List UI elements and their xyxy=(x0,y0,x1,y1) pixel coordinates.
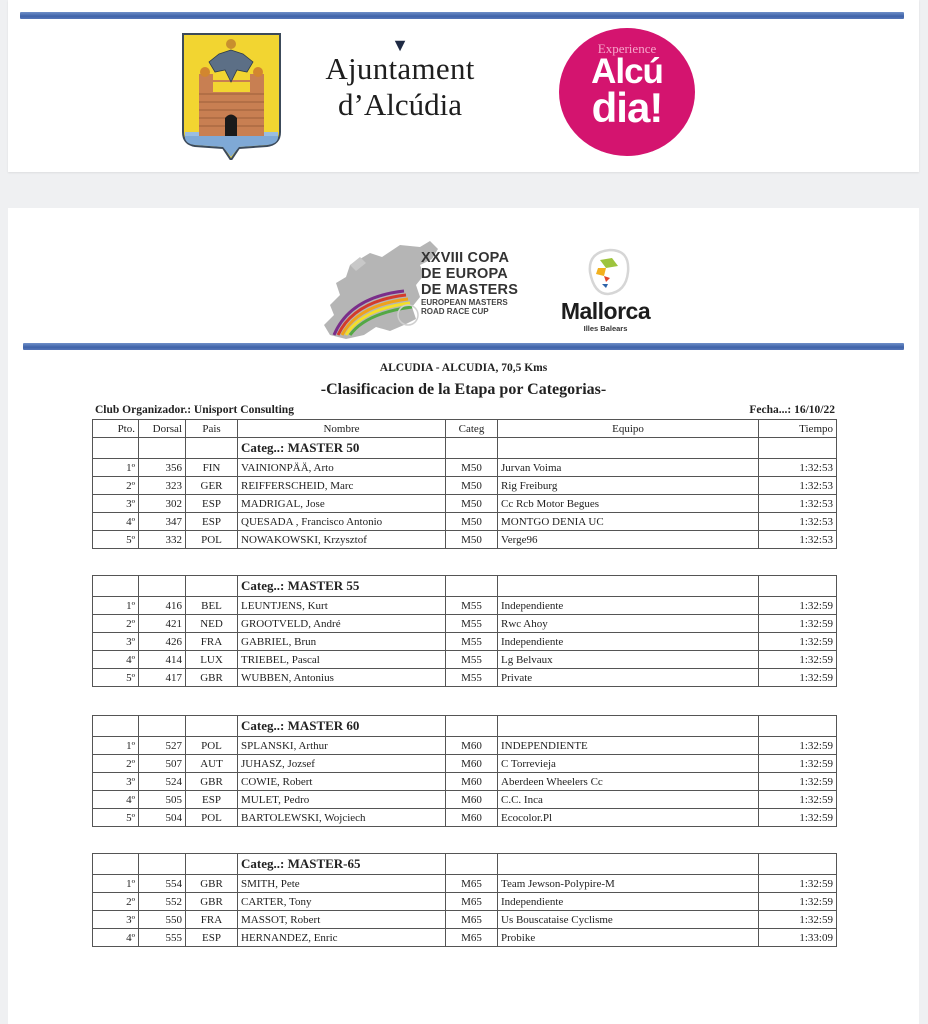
experience-line2: dia! xyxy=(591,84,663,131)
category-cell: M65 xyxy=(446,911,498,929)
column-header-time: Tiempo xyxy=(759,420,837,438)
name-cell: LEUNTJENS, Kurt xyxy=(238,597,446,615)
category-cell: M65 xyxy=(446,893,498,911)
category-cell: M50 xyxy=(446,477,498,495)
country-cell: NED xyxy=(186,615,238,633)
name-cell: MADRIGAL, Jose xyxy=(238,495,446,513)
position-cell: 5º xyxy=(93,669,139,687)
table-row xyxy=(93,893,837,911)
route-heading: ALCUDIA - ALCUDIA, 70,5 Kms xyxy=(379,362,548,374)
country-cell: POL xyxy=(186,809,238,827)
empty-cell xyxy=(186,716,238,737)
table-row xyxy=(93,651,837,669)
bib-cell: 550 xyxy=(139,911,186,929)
table-row xyxy=(93,615,837,633)
time-cell: 1:32:53 xyxy=(759,459,837,477)
team-cell: C Torrevieja xyxy=(498,755,759,773)
table-row xyxy=(93,633,837,651)
category-label: Categ..: MASTER 55 xyxy=(238,576,446,597)
country-cell: BEL xyxy=(186,597,238,615)
country-cell: POL xyxy=(186,737,238,755)
time-cell: 1:32:59 xyxy=(759,809,837,827)
bib-cell: 302 xyxy=(139,495,186,513)
mallorca-wordmark: Mallorca xyxy=(560,298,651,324)
empty-cell xyxy=(139,716,186,737)
bib-cell: 417 xyxy=(139,669,186,687)
bib-cell: 507 xyxy=(139,755,186,773)
category-cell: M50 xyxy=(446,531,498,549)
empty-cell xyxy=(759,576,837,597)
table-row xyxy=(93,875,837,893)
bib-cell: 555 xyxy=(139,929,186,947)
empty-cell xyxy=(446,438,498,459)
position-cell: 4º xyxy=(93,513,139,531)
experience-line1: Alcú xyxy=(591,52,663,91)
bib-cell: 524 xyxy=(139,773,186,791)
name-cell: VAINIONPÄÄ, Arto xyxy=(238,459,446,477)
name-cell: NOWAKOWSKI, Krzysztof xyxy=(238,531,446,549)
time-cell: 1:32:53 xyxy=(759,495,837,513)
coat-of-arms-logo xyxy=(181,32,282,160)
name-cell: CARTER, Tony xyxy=(238,893,446,911)
header-divider-bar xyxy=(20,12,904,19)
column-header-name: Nombre xyxy=(238,420,446,438)
position-cell: 5º xyxy=(93,809,139,827)
time-cell: 1:33:09 xyxy=(759,929,837,947)
table-header-row xyxy=(93,420,837,438)
team-cell: Probike xyxy=(498,929,759,947)
category-cell: M55 xyxy=(446,651,498,669)
bib-cell: 332 xyxy=(139,531,186,549)
position-cell: 4º xyxy=(93,651,139,669)
club-organizer: Club Organizador.: Unisport Consulting xyxy=(95,404,294,416)
country-cell: GBR xyxy=(186,893,238,911)
time-cell: 1:32:53 xyxy=(759,531,837,549)
time-cell: 1:32:53 xyxy=(759,513,837,531)
name-cell: JUHASZ, Jozsef xyxy=(238,755,446,773)
bib-cell: 554 xyxy=(139,875,186,893)
empty-cell xyxy=(446,716,498,737)
name-cell: WUBBEN, Antonius xyxy=(238,669,446,687)
time-cell: 1:32:59 xyxy=(759,669,837,687)
document-panel xyxy=(8,208,919,1024)
experience-alcudia-logo xyxy=(559,28,695,156)
team-cell: MONTGO DENIA UC xyxy=(498,513,759,531)
category-label: Categ..: MASTER 50 xyxy=(238,438,446,459)
ajuntament-mark-icon: ▼ xyxy=(391,35,409,55)
table-row xyxy=(93,459,837,477)
team-cell: Aberdeen Wheelers Cc xyxy=(498,773,759,791)
team-cell: Rwc Ahoy xyxy=(498,615,759,633)
empty-cell xyxy=(93,576,139,597)
time-cell: 1:32:59 xyxy=(759,791,837,809)
empty-cell xyxy=(93,854,139,875)
category-cell: M50 xyxy=(446,513,498,531)
category-cell: M50 xyxy=(446,495,498,513)
country-cell: POL xyxy=(186,531,238,549)
time-cell: 1:32:59 xyxy=(759,875,837,893)
mallorca-logo xyxy=(548,246,663,334)
copa-line4: EUROPEAN MASTERS xyxy=(421,298,508,307)
team-cell: Independiente xyxy=(498,597,759,615)
country-cell: GBR xyxy=(186,875,238,893)
copa-line1: XXVIII COPA xyxy=(421,250,510,266)
column-header-bib: Dorsal xyxy=(139,420,186,438)
category-cell: M55 xyxy=(446,597,498,615)
position-cell: 2º xyxy=(93,615,139,633)
category-cell: M65 xyxy=(446,929,498,947)
country-cell: ESP xyxy=(186,513,238,531)
team-cell: Verge96 xyxy=(498,531,759,549)
time-cell: 1:32:59 xyxy=(759,773,837,791)
name-cell: MULET, Pedro xyxy=(238,791,446,809)
team-cell: Independiente xyxy=(498,633,759,651)
category-row xyxy=(93,716,837,737)
position-cell: 2º xyxy=(93,755,139,773)
table-row xyxy=(93,791,837,809)
position-cell: 1º xyxy=(93,459,139,477)
category-cell: M50 xyxy=(446,459,498,477)
category-label: Categ..: MASTER-65 xyxy=(238,854,446,875)
table-row xyxy=(93,477,837,495)
name-cell: GABRIEL, Brun xyxy=(238,633,446,651)
country-cell: LUX xyxy=(186,651,238,669)
category-row xyxy=(93,854,837,875)
table-row xyxy=(93,755,837,773)
category-label: Categ..: MASTER 60 xyxy=(238,716,446,737)
table-row xyxy=(93,929,837,947)
bib-cell: 416 xyxy=(139,597,186,615)
team-cell: Ecocolor.Pl xyxy=(498,809,759,827)
results-table-master-50 xyxy=(92,419,837,549)
copa-europa-logo-text xyxy=(421,250,518,316)
empty-cell xyxy=(93,438,139,459)
column-header-position: Pto. xyxy=(93,420,139,438)
name-cell: GROOTVELD, André xyxy=(238,615,446,633)
category-cell: M60 xyxy=(446,791,498,809)
time-cell: 1:32:59 xyxy=(759,911,837,929)
country-cell: ESP xyxy=(186,791,238,809)
team-cell: C.C. Inca xyxy=(498,791,759,809)
copa-line3: DE MASTERS xyxy=(421,282,519,298)
country-cell: GBR xyxy=(186,773,238,791)
category-cell: M55 xyxy=(446,615,498,633)
table-row xyxy=(93,513,837,531)
team-cell: Private xyxy=(498,669,759,687)
table-row xyxy=(93,669,837,687)
empty-cell xyxy=(498,576,759,597)
category-cell: M60 xyxy=(446,755,498,773)
ajuntament-title: Ajuntament xyxy=(325,51,475,86)
bib-cell: 552 xyxy=(139,893,186,911)
position-cell: 1º xyxy=(93,875,139,893)
position-cell: 1º xyxy=(93,737,139,755)
team-cell: Us Bouscataise Cyclisme xyxy=(498,911,759,929)
position-cell: 4º xyxy=(93,929,139,947)
mallorca-emblem-icon xyxy=(548,246,663,298)
column-header-country: Pais xyxy=(186,420,238,438)
table-row xyxy=(93,773,837,791)
empty-cell xyxy=(446,854,498,875)
category-cell: M55 xyxy=(446,669,498,687)
table-row xyxy=(93,495,837,513)
bib-cell: 527 xyxy=(139,737,186,755)
category-cell: M55 xyxy=(446,633,498,651)
time-cell: 1:32:59 xyxy=(759,755,837,773)
bib-cell: 414 xyxy=(139,651,186,669)
position-cell: 1º xyxy=(93,597,139,615)
empty-cell xyxy=(186,576,238,597)
empty-cell xyxy=(498,716,759,737)
empty-cell xyxy=(93,716,139,737)
table-row xyxy=(93,597,837,615)
results-table-master-65 xyxy=(92,853,837,947)
category-cell: M60 xyxy=(446,773,498,791)
name-cell: REIFFERSCHEID, Marc xyxy=(238,477,446,495)
empty-cell xyxy=(759,854,837,875)
category-cell: M65 xyxy=(446,875,498,893)
team-cell: Cc Rcb Motor Begues xyxy=(498,495,759,513)
ajuntament-logo xyxy=(300,35,500,124)
bib-cell: 504 xyxy=(139,809,186,827)
category-cell: M60 xyxy=(446,809,498,827)
country-cell: FRA xyxy=(186,911,238,929)
position-cell: 3º xyxy=(93,633,139,651)
empty-cell xyxy=(446,576,498,597)
name-cell: HERNANDEZ, Enric xyxy=(238,929,446,947)
name-cell: QUESADA , Francisco Antonio xyxy=(238,513,446,531)
name-cell: BARTOLEWSKI, Wojciech xyxy=(238,809,446,827)
category-row xyxy=(93,438,837,459)
country-cell: ESP xyxy=(186,929,238,947)
name-cell: MASSOT, Robert xyxy=(238,911,446,929)
empty-cell xyxy=(139,576,186,597)
position-cell: 5º xyxy=(93,531,139,549)
header-panel xyxy=(8,0,919,172)
document-divider-bar xyxy=(23,343,904,350)
results-table-master-60 xyxy=(92,715,837,827)
bib-cell: 347 xyxy=(139,513,186,531)
position-cell: 3º xyxy=(93,495,139,513)
empty-cell xyxy=(759,438,837,459)
team-cell: Team Jewson-Polypire-M xyxy=(498,875,759,893)
table-row xyxy=(93,737,837,755)
bib-cell: 323 xyxy=(139,477,186,495)
name-cell: TRIEBEL, Pascal xyxy=(238,651,446,669)
empty-cell xyxy=(759,716,837,737)
time-cell: 1:32:59 xyxy=(759,893,837,911)
time-cell: 1:32:53 xyxy=(759,477,837,495)
column-header-category: Categ xyxy=(446,420,498,438)
bib-cell: 356 xyxy=(139,459,186,477)
empty-cell xyxy=(498,438,759,459)
team-cell: INDEPENDIENTE xyxy=(498,737,759,755)
empty-cell xyxy=(186,438,238,459)
time-cell: 1:32:59 xyxy=(759,633,837,651)
copa-line2: DE EUROPA xyxy=(421,266,508,282)
team-cell: Lg Belvaux xyxy=(498,651,759,669)
bib-cell: 505 xyxy=(139,791,186,809)
category-row xyxy=(93,576,837,597)
empty-cell xyxy=(186,854,238,875)
results-table-master-55 xyxy=(92,575,837,687)
country-cell: GBR xyxy=(186,669,238,687)
table-row xyxy=(93,911,837,929)
team-cell: Jurvan Voima xyxy=(498,459,759,477)
position-cell: 4º xyxy=(93,791,139,809)
position-cell: 2º xyxy=(93,477,139,495)
empty-cell xyxy=(498,854,759,875)
name-cell: COWIE, Robert xyxy=(238,773,446,791)
name-cell: SMITH, Pete xyxy=(238,875,446,893)
country-cell: GER xyxy=(186,477,238,495)
team-cell: Rig Freiburg xyxy=(498,477,759,495)
mallorca-subtitle: Illes Balears xyxy=(583,324,628,333)
experience-small-text: Experience xyxy=(597,41,657,56)
country-cell: AUT xyxy=(186,755,238,773)
time-cell: 1:32:59 xyxy=(759,615,837,633)
name-cell: SPLANSKI, Arthur xyxy=(238,737,446,755)
table-row xyxy=(93,809,837,827)
document-date: Fecha...: 16/10/22 xyxy=(749,404,835,416)
country-cell: FIN xyxy=(186,459,238,477)
category-cell: M60 xyxy=(446,737,498,755)
document-title: -Clasificacion de la Etapa por Categorias- xyxy=(320,381,607,398)
position-cell: 3º xyxy=(93,773,139,791)
country-cell: FRA xyxy=(186,633,238,651)
position-cell: 3º xyxy=(93,911,139,929)
empty-cell xyxy=(139,854,186,875)
bib-cell: 426 xyxy=(139,633,186,651)
empty-cell xyxy=(139,438,186,459)
time-cell: 1:32:59 xyxy=(759,597,837,615)
position-cell: 2º xyxy=(93,893,139,911)
time-cell: 1:32:59 xyxy=(759,651,837,669)
ajuntament-subtitle: d’Alcúdia xyxy=(338,87,462,122)
copa-line5: ROAD RACE CUP xyxy=(421,307,489,316)
country-cell: ESP xyxy=(186,495,238,513)
column-header-team: Equipo xyxy=(498,420,759,438)
bib-cell: 421 xyxy=(139,615,186,633)
table-row xyxy=(93,531,837,549)
team-cell: Independiente xyxy=(498,893,759,911)
time-cell: 1:32:59 xyxy=(759,737,837,755)
